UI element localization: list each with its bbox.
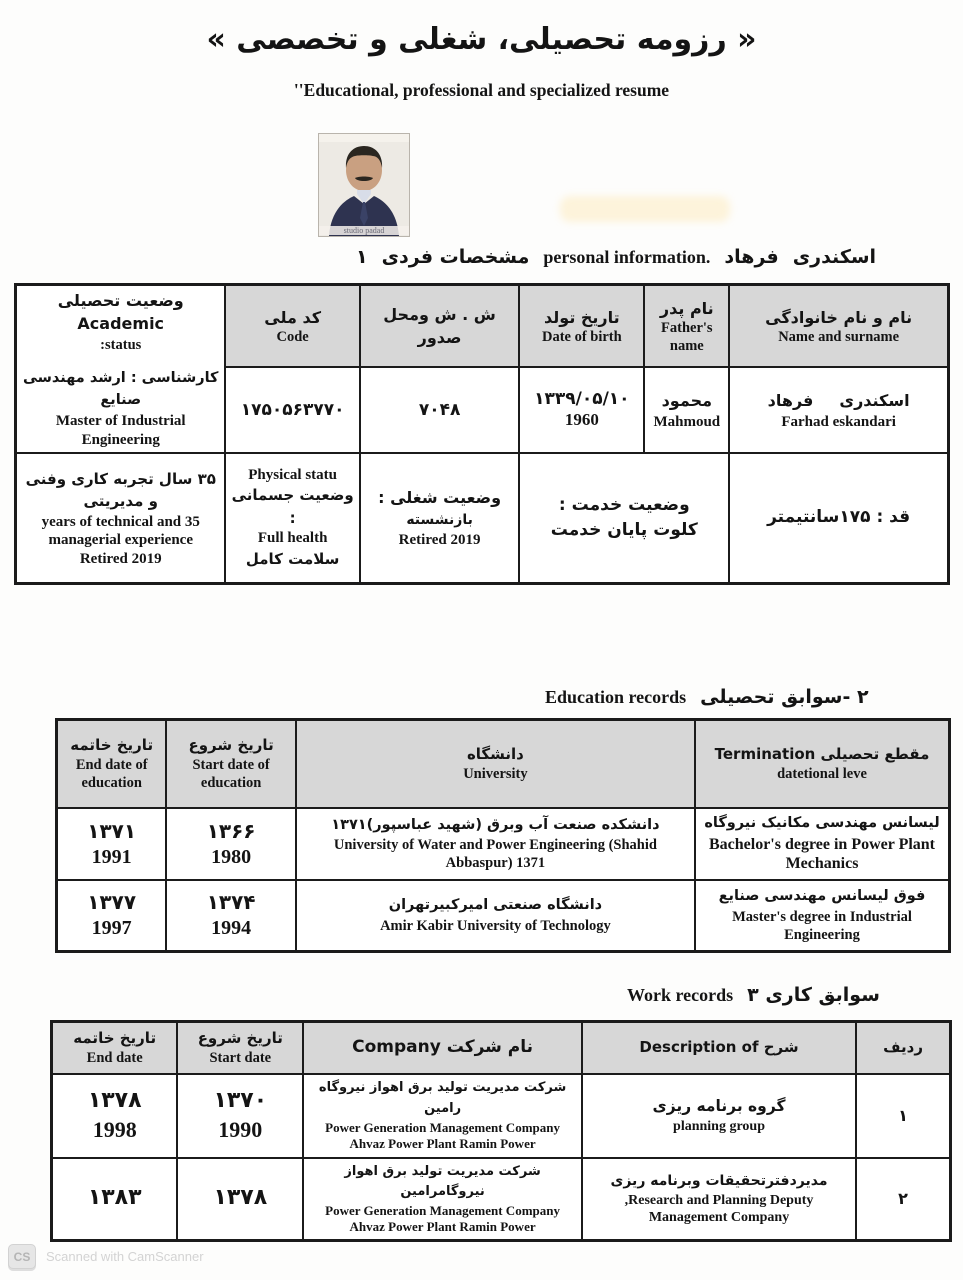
header-id-fa2: صدور xyxy=(417,328,462,348)
experience-retired: Retired 2019 xyxy=(79,551,162,568)
header-university xyxy=(296,720,695,808)
university-header-en: University xyxy=(463,765,528,782)
work-end-en: End date xyxy=(86,1049,143,1066)
personal-info-table xyxy=(14,283,950,585)
section-2-title-persian: ۲ -سوابق تحصیلی xyxy=(700,686,869,708)
job-status-value-en: Retired 2019 xyxy=(398,532,481,549)
work-end-1-en: 1998 xyxy=(92,1116,137,1142)
cell-work-start-2 xyxy=(177,1158,303,1241)
edu-end-1-en: 1991 xyxy=(91,845,132,868)
header-work-start xyxy=(177,1022,303,1074)
work-start-fa: تاریخ شروع xyxy=(197,1029,283,1048)
cell-edu-end-1 xyxy=(57,808,167,880)
cell-academic-status xyxy=(16,285,226,454)
desc-2-en1: Research and Planning Deputy, xyxy=(624,1192,814,1208)
cell-university-2 xyxy=(296,880,695,952)
desc-2-fa: مدیردفترتحقیقات وبرنامه ریزی xyxy=(610,1172,828,1189)
header-birth-en: Date of birth xyxy=(541,329,622,346)
cell-height xyxy=(729,453,948,583)
cell-physical-status xyxy=(225,453,359,583)
work-row xyxy=(52,1074,951,1158)
cell-company-2 xyxy=(303,1158,582,1241)
company-1-en2: Ahvaz Power Plant Ramin Power xyxy=(349,1136,536,1152)
section-1-title-english: personal information. xyxy=(543,247,711,267)
desc-1-fa: گروه برنامه ریزی xyxy=(652,1097,786,1116)
work-end-1-fa: ۱۳۷۸ xyxy=(87,1087,142,1113)
header-birth xyxy=(519,285,644,368)
name-value-last: اسکندری xyxy=(839,390,910,410)
header-row-number xyxy=(856,1022,950,1074)
university-2-en: Amir Kabir University of Technology xyxy=(380,918,611,935)
physical-label-fa: وضعیت جسمانی : xyxy=(231,486,354,527)
cell-edu-start-2 xyxy=(166,880,295,952)
work-end-2-fa: ۱۳۸۳ xyxy=(87,1185,142,1211)
degree-1-en: Bachelor's degree in Power Plant Mechanics xyxy=(708,836,936,873)
name-value-en: Farhad eskandari xyxy=(781,413,896,430)
cell-edu-start-1 xyxy=(166,808,295,880)
academic-label-en: status: xyxy=(100,337,142,354)
edu-end-fa: تاریخ خاتمه xyxy=(70,736,154,755)
scan-artifact xyxy=(560,196,730,222)
header-id-number xyxy=(360,285,520,368)
cell-job-status xyxy=(360,453,520,583)
cell-edu-end-2 xyxy=(57,880,167,952)
cell-row-num-2 xyxy=(856,1158,950,1241)
header-company xyxy=(303,1022,582,1074)
edu-start-fa: تاریخ شروع xyxy=(188,736,274,755)
work-start-2-fa: ۱۳۷۸ xyxy=(213,1185,268,1211)
cell-father-value xyxy=(644,367,729,453)
degree-2-en: Master's degree in Industrial Engineering xyxy=(732,909,912,944)
experience-en: 35 years of technical and managerial experience xyxy=(41,513,200,549)
section-1-heading xyxy=(356,246,876,268)
id-value: ۷۰۴۸ xyxy=(418,400,461,421)
section-1-number: ۱ xyxy=(356,246,368,268)
row-number-label: ردیف xyxy=(883,1037,923,1056)
header-code-fa: کد ملی xyxy=(264,307,322,327)
cell-code-value xyxy=(225,367,359,453)
edu-end-2-en: 1997 xyxy=(91,917,132,940)
cell-desc-1 xyxy=(582,1074,856,1158)
university-1-fa: دانشکده صنعت آب وبرق (شهید عباسپور)۱۳۷۱ xyxy=(331,816,660,833)
father-value-en: Mahmoud xyxy=(653,413,721,430)
height-value: قد : ۱۷۵سانتیمتر xyxy=(767,507,911,528)
personal-misc-row xyxy=(16,453,949,583)
experience-fa: ۳۵ سال تجربه کاری وفنی و مدیریتی xyxy=(25,469,216,511)
cell-university-1 xyxy=(296,808,695,880)
camscanner-text: Scanned with CamScanner xyxy=(46,1249,204,1264)
camscanner-icon: CS xyxy=(8,1244,36,1269)
birth-value-fa: ۱۳۳۹/۰۵/۱۰ xyxy=(534,389,630,410)
section-2-title-english: Education records xyxy=(545,687,687,707)
section-3-title-english: Work records xyxy=(627,985,734,1005)
edu-start-2-fa: ۱۳۷۴ xyxy=(206,890,256,915)
university-2-fa: دانشگاه صنعتی امیرکبیرتهران xyxy=(388,897,603,914)
cell-company-1 xyxy=(303,1074,582,1158)
portrait-illustration xyxy=(319,134,409,236)
header-edu-start xyxy=(166,720,295,808)
desc-2-en2: Management Company xyxy=(648,1210,790,1226)
edu-start-2-en: 1994 xyxy=(211,917,252,940)
header-national-code xyxy=(225,285,359,368)
job-status-label: وضعیت شغلی : xyxy=(378,488,502,508)
header-father-en: Father's name xyxy=(661,320,713,354)
company-2-fa: شرکت مدیریت تولید برق اهواز نیروگامرامین xyxy=(344,1163,541,1200)
cell-work-end-1 xyxy=(52,1074,178,1158)
personal-header-row xyxy=(16,285,949,368)
header-name xyxy=(729,285,948,368)
academic-value-fa: کارشناسی : ارشد مهندسی صنایع xyxy=(23,370,219,409)
work-row xyxy=(52,1158,951,1241)
header-name-en: Name and surname xyxy=(778,329,900,346)
academic-value-en: Master of Industrial Engineering xyxy=(55,412,186,448)
edu-start-1-en: 1980 xyxy=(211,845,252,868)
header-birth-fa: تاریخ تولد xyxy=(544,307,620,327)
cell-id-value xyxy=(360,367,520,453)
portrait-photo xyxy=(318,133,410,237)
description-label: شرح Description of xyxy=(639,1037,799,1056)
cell-work-start-1 xyxy=(177,1074,303,1158)
header-father-fa: نام پدر xyxy=(659,299,714,319)
header-edu-end xyxy=(57,720,167,808)
work-end-fa: تاریخ خاتمه xyxy=(73,1029,157,1048)
edu-start-en: Start date of education xyxy=(192,757,270,791)
cell-military-service xyxy=(519,453,729,583)
service-value: کلوت پایان خدمت xyxy=(550,520,698,541)
company-1-fa: شرکت مدیریت تولید برق اهواز نیروگاه رامین xyxy=(318,1080,567,1117)
service-label: وضعیت خدمت : xyxy=(558,494,690,515)
work-start-en: Start date xyxy=(209,1049,272,1066)
section-2-heading xyxy=(545,686,869,708)
education-table xyxy=(55,718,951,953)
header-work-end xyxy=(52,1022,178,1074)
header-degree-level xyxy=(695,720,950,808)
company-2-en2: Ahvaz Power Plant Ramin Power xyxy=(349,1219,536,1235)
education-row xyxy=(57,880,950,952)
code-value: ۱۷۵۰۵۶۳۷۷۰ xyxy=(240,400,345,421)
cell-degree-2 xyxy=(695,880,950,952)
physical-value-en: Full health xyxy=(257,530,328,547)
header-id-fa1: ش . ش ومحل xyxy=(383,304,496,324)
father-value-fa: محمود xyxy=(661,390,712,410)
company-label: نام شرکت Company xyxy=(352,1037,534,1058)
work-header-row xyxy=(52,1022,951,1074)
education-header-row xyxy=(57,720,950,808)
desc-1-en: planning group xyxy=(673,1119,765,1135)
person-last-name: اسکندری xyxy=(792,246,877,268)
section-1-title-persian: مشخصات فردی xyxy=(381,246,530,268)
camscanner-watermark xyxy=(8,1244,204,1269)
cell-work-end-2 xyxy=(52,1158,178,1241)
header-father xyxy=(644,285,729,368)
section-3-heading xyxy=(627,984,880,1006)
cell-experience xyxy=(16,453,226,583)
university-1-en: University of Water and Power Engineering (Shahid Abbaspur) 1371 xyxy=(333,837,657,872)
edu-end-en: End date of education xyxy=(75,757,148,791)
edu-start-1-fa: ۱۳۶۶ xyxy=(206,818,256,843)
degree-level-en: datetional leve xyxy=(777,765,867,782)
cell-birth-value xyxy=(519,367,644,453)
degree-1-fa: لیسانس مهندسی مکانیک نیروگاه xyxy=(704,815,940,832)
photo-studio-caption: studio padad xyxy=(319,226,409,235)
education-row xyxy=(57,808,950,880)
cell-row-num-1 xyxy=(856,1074,950,1158)
row-num-2: ۲ xyxy=(898,1188,908,1208)
document-title-english: ''Educational, professional and specialized resume xyxy=(293,80,670,100)
university-header-fa: دانشگاه xyxy=(466,745,524,764)
degree-2-fa: فوق لیسانس مهندسی صنایع xyxy=(718,888,926,905)
header-code-en: Code xyxy=(276,329,309,346)
academic-label-fa: وضعیت تحصیلی Academic xyxy=(57,291,184,334)
header-description xyxy=(582,1022,856,1074)
work-start-1-en: 1990 xyxy=(218,1116,263,1142)
work-records-table xyxy=(50,1020,952,1242)
row-num-1: ۱ xyxy=(898,1105,908,1125)
company-1-en1: Power Generation Management Company xyxy=(325,1120,560,1136)
document-title-persian: « رزومه تحصیلی، شغلی و تخصصی » xyxy=(206,22,757,57)
work-start-1-fa: ۱۳۷۰ xyxy=(213,1087,268,1113)
cell-name-value xyxy=(729,367,948,453)
person-first-name: فرهاد xyxy=(724,246,779,268)
edu-end-1-fa: ۱۳۷۱ xyxy=(87,818,137,843)
degree-level-fa: مقطع تحصیلی Termination xyxy=(714,745,930,764)
job-status-value-fa: بازنشسته xyxy=(406,512,473,529)
edu-end-2-fa: ۱۳۷۷ xyxy=(87,890,137,915)
cell-desc-2 xyxy=(582,1158,856,1241)
birth-value-en: 1960 xyxy=(564,410,599,430)
physical-value-fa: سلامت کامل xyxy=(245,550,340,569)
cell-degree-1 xyxy=(695,808,950,880)
name-value-first: فرهاد xyxy=(767,390,814,410)
header-name-fa: نام و نام خانوادگی xyxy=(765,307,913,327)
physical-label-en: Physical statu xyxy=(248,466,338,483)
company-2-en1: Power Generation Management Company xyxy=(325,1203,560,1219)
section-3-title-persian: ۳ سوابق کاری xyxy=(747,984,880,1006)
